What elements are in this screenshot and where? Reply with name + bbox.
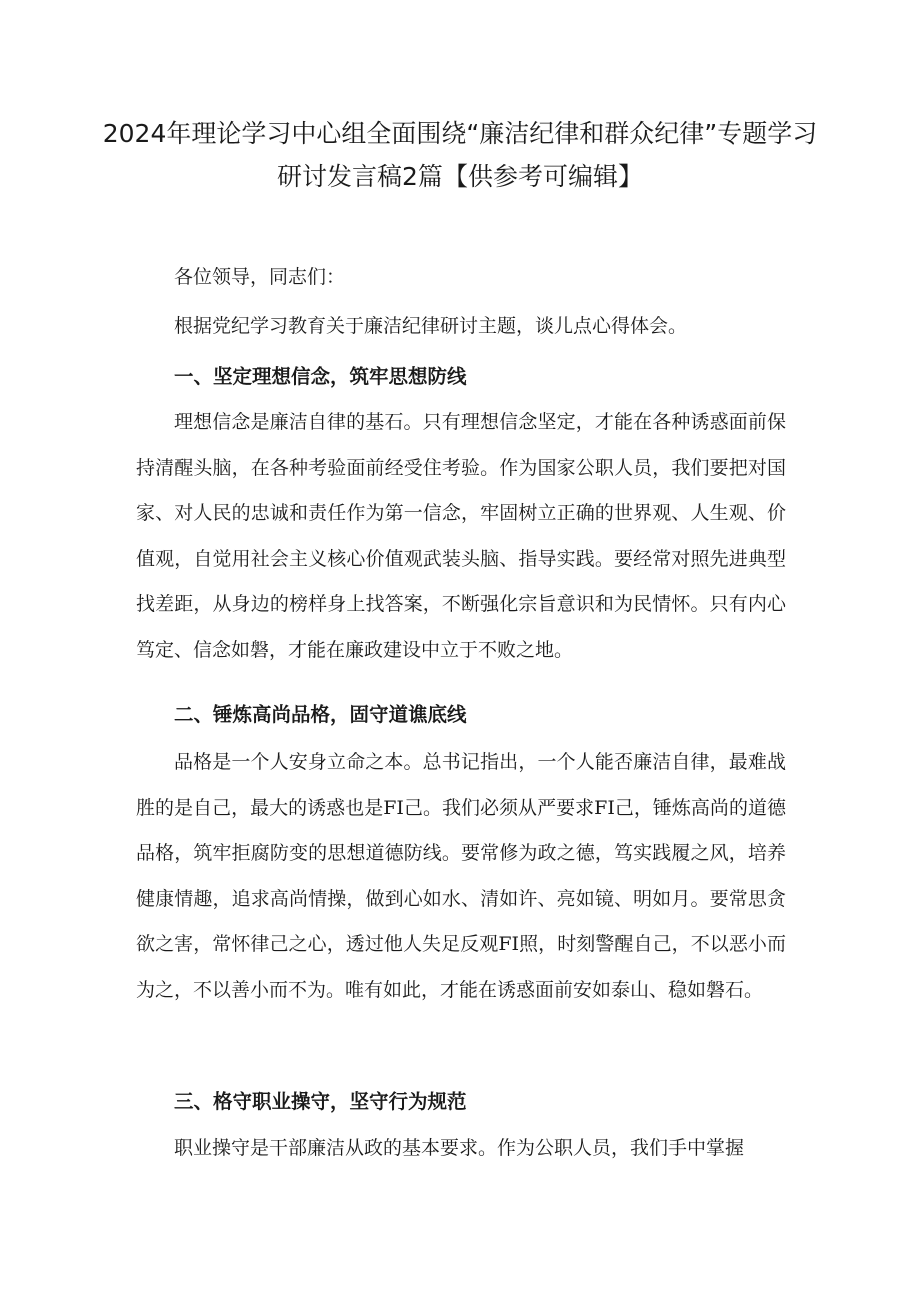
greeting-paragraph: 各位领导，同志们：	[174, 266, 346, 288]
section-1-body: 理想信念是廉洁自律的基石。只有理想信念坚定，才能在各种诱惑面前保持清醒头脑，在各种考验面前经受住考验。作为国家公职人员，我们要把对国家、对人民的忠诚和责任作为第一信念，牢固树立正确的世界观、人生观、价值观，自觉用社会主义核心价值观武装头脑、指导实践。要经常对照先进典型找差距，从身边的榜样身上找答案，不断强化宗旨意识和为民情怀。只有内心笃定、信念如磐，才能在廉政建设中立于不败之地。	[136, 411, 786, 661]
section-3-heading: 三、格守职业操守，坚守行为规范	[174, 1090, 467, 1113]
intro-paragraph: 根据党纪学习教育关于廉洁纪律研讨主题，谈儿点心得体会。	[174, 315, 688, 337]
section-1-heading: 一、坚定理想信念，筑牢思想防线	[174, 365, 467, 388]
section-3-body: 职业操守是干部廉洁从政的基本要求。作为公职人员，我们手中掌握	[174, 1137, 745, 1159]
document-title: 2024年理论学习中心组全面围绕“廉洁纪律和群众纪律”专题学习研讨发言稿2篇【供参考可编辑】	[102, 119, 818, 191]
section-2-body: 品格是一个人安身立命之本。总书记指出，一个人能否廉洁自律，最难战胜的是自己，最大的诱惑也是FI己。我们必须从严要求FI己，锤炼高尚的道德品格，筑牢拒腐防变的思想道德防线。要常修为政之德，笃实践履之风，培养健康情趣，追求高尚情操，做到心如水、清如许、亮如镜、明如月。要常思贪欲之害，常怀律己之心，透过他人失足反观FI照，时刻警醒自己，不以恶小而为之，不以善小而不为。唯有如此，才能在诱惑面前安如泰山、稳如磐石。	[136, 751, 786, 1001]
section-2-heading: 二、锤炼高尚品格，固守道谯底线	[174, 703, 467, 726]
